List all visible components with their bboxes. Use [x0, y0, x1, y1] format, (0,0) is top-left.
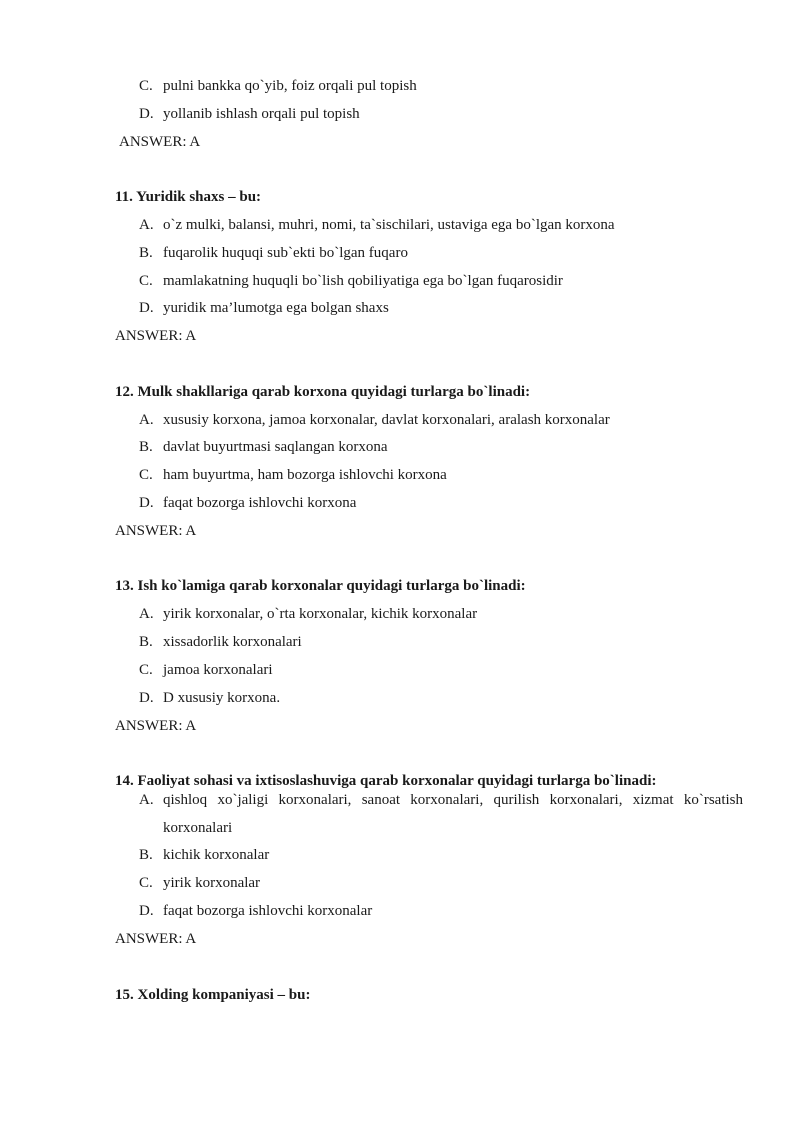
option-c: C. ham buyurtma, ham bozorga ishlovchi korxona: [139, 467, 447, 483]
option-c: C. jamoa korxonalari: [139, 662, 273, 678]
question-15-title: 15. Xolding kompaniyasi – bu:: [115, 987, 311, 1003]
question-12-title: 12. Mulk shakllariga qarab korxona quyidagi turlarga bo`linadi:: [115, 384, 531, 400]
answer-line: ANSWER: A: [115, 931, 197, 947]
option-b: B. xissadorlik korxonalari: [139, 634, 302, 650]
option-a: A. yirik korxonalar, o`rta korxonalar, kichik korxonalar: [139, 606, 478, 622]
option-b: B. kichik korxonalar: [139, 847, 270, 863]
question-11-title: 11. Yuridik shaxs – bu:: [115, 189, 262, 205]
option-d: D. D xususiy korxona.: [139, 690, 281, 706]
question-13-title: 13. Ish ko`lamiga qarab korxonalar quyidagi turlarga bo`linadi:: [115, 578, 526, 594]
option-a: A. o`z mulki, balansi, muhri, nomi, ta`sischilari, ustaviga ega bo`lgan korxona: [139, 217, 615, 233]
option-a: A. qishloq xo`jaligi korxonalari, sanoat korxonalari, qurilish korxonalari, xizmat ko`rsatish: [139, 792, 743, 808]
option-d: D. yuridik ma’lumotga ega bolgan shaxs: [139, 300, 389, 316]
option-d: D. faqat bozorga ishlovchi korxona: [139, 495, 357, 511]
option-c: C. yirik korxonalar: [139, 875, 261, 891]
answer-line: ANSWER: A: [115, 328, 197, 344]
answer-line: ANSWER: A: [119, 134, 201, 150]
option-a: A. xususiy korxona, jamoa korxonalar, davlat korxonalari, aralash korxonalar: [139, 412, 610, 428]
option-c: C. mamlakatning huquqli bo`lish qobiliyatiga ega bo`lgan fuqarosidir: [139, 273, 563, 289]
answer-line: ANSWER: A: [115, 523, 197, 539]
option-b: B. fuqarolik huquqi sub`ekti bo`lgan fuqaro: [139, 245, 408, 261]
answer-line: ANSWER: A: [115, 718, 197, 734]
option-d: D. yollanib ishlash orqali pul topish: [139, 106, 360, 122]
option-a-continuation: korxonalari: [163, 820, 233, 836]
option-c: C. pulni bankka qo`yib, foiz orqali pul topish: [139, 78, 417, 94]
question-14-title: 14. Faoliyat sohasi va ixtisoslashuviga qarab korxonalar quyidagi turlarga bo`linadi:: [115, 773, 657, 789]
option-b: B. davlat buyurtmasi saqlangan korxona: [139, 439, 388, 455]
option-d: D. faqat bozorga ishlovchi korxonalar: [139, 903, 373, 919]
